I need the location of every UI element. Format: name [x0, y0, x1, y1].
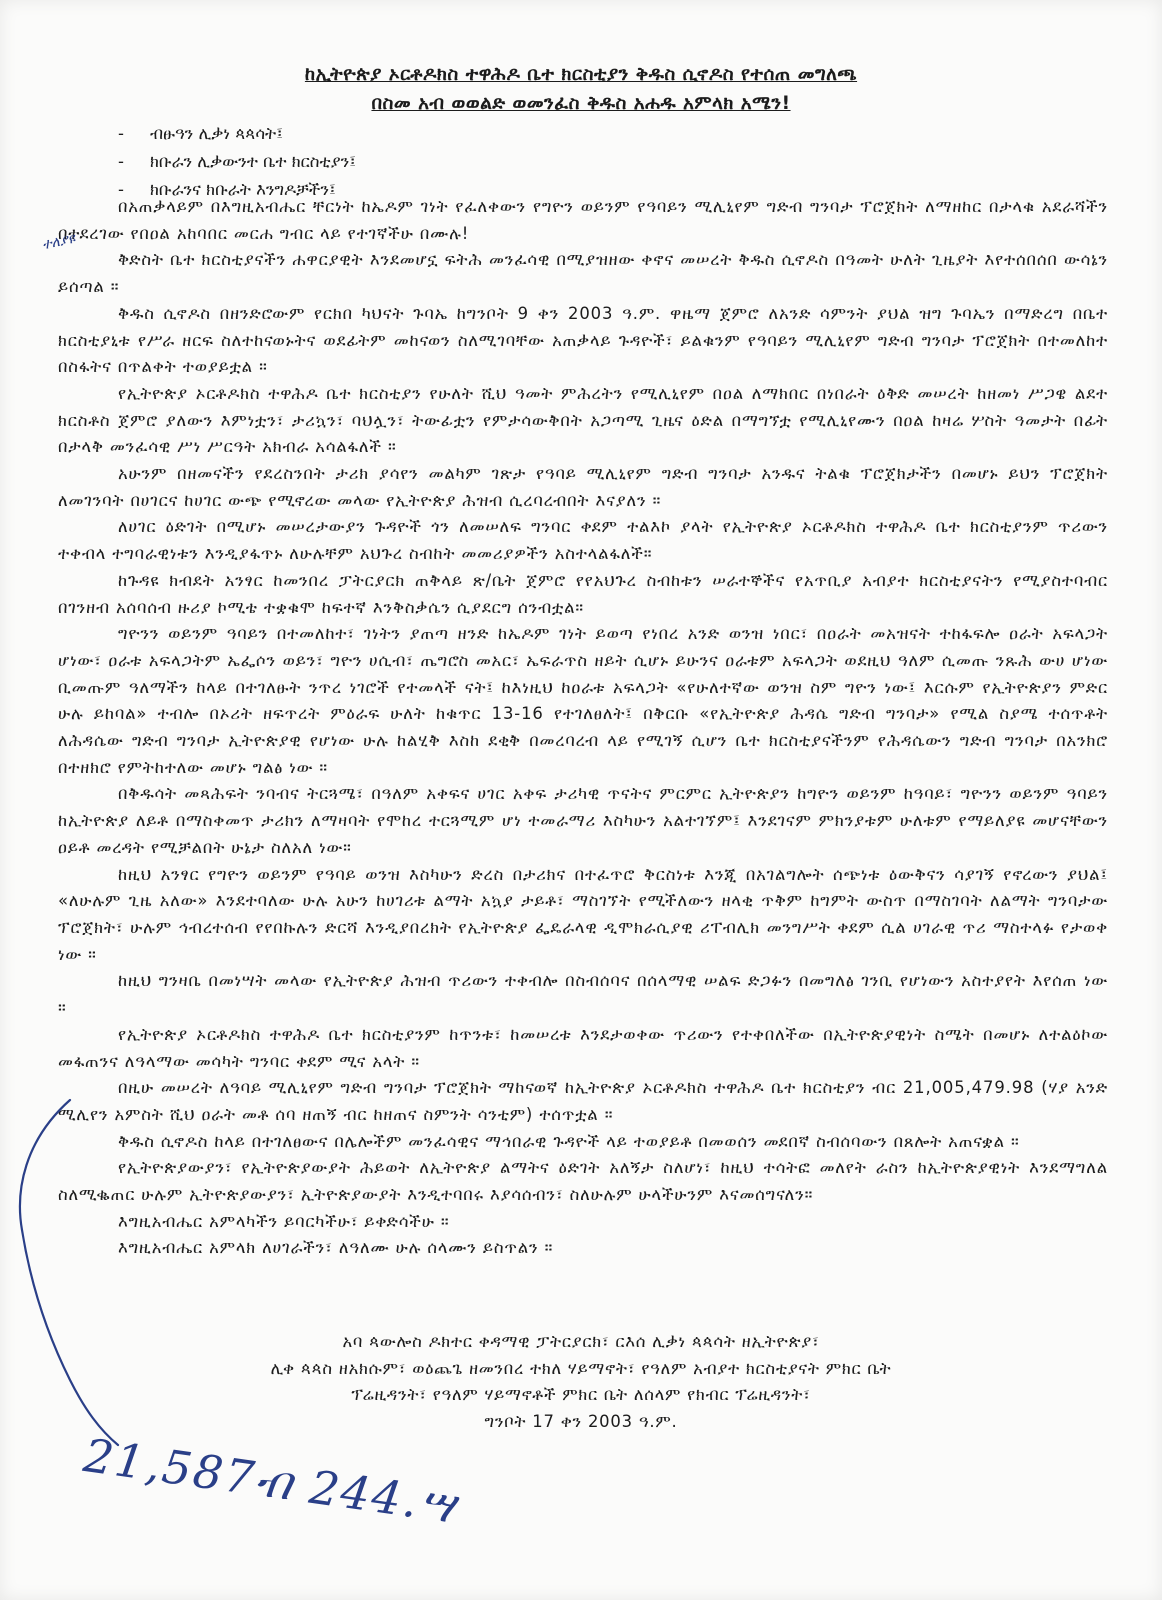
document-title: ከኢትዮጵያ ኦርቶዶክስ ተዋሕዶ ቤተ ክርስቲያን ቅዱስ ሲኖዶስ የተሰጠ መግለጫ — [304, 64, 858, 85]
paragraph: ከዚህ አንፃር የግዮን ወይንም የዓባይ ወንዝ እስካሁን ድረስ በታሪክና በተፈጥሮ ቅርስነቱ እንጂ በአገልግሎት ሰጭነቱ ዕውቅናን ሳያገኝ የኖረውን ያህል፤ «ለሁሉም ጊዜ አለው» እንደተባለው ሁሉ አሁን ከሀገሪቱ ልማት አኳያ ታይቶ፣ ማስገኘት የሚችለውን ዘላቂ ጥቅም ከግምት ውስጥ በማስገባት ለልማት ግንባታው ፕሮጀክት፣ ሁሉም ኅብረተሰብ የየበኩሉን ድርሻ እንዲያበረክት የኢትዮጵያ ፌዴራላዊ ዲሞክራሲያዊ ሪፐብሊክ መንግሥት ቀደም ሲል ሀገራዊ ጥሪ ማስተላፉ የታወቀ ነው ። — [58, 864, 1108, 964]
paragraph: ቅዱስ ሲኖዶስ ከላይ በተገለፀውና በሌሎችም መንፈሳዊና ማኅበራዊ ጉዳዮች ላይ ተወያይቶ በመወሰን መደበኛ ስብሰባውን በጸሎት አጠናቋል ። — [118, 1131, 1020, 1151]
handwritten-total: 21,587ብ 244.ሣ — [80, 1428, 461, 1534]
document-invocation: በስመ አብ ወወልድ ወመንፈስ ቅዱስ አሐዱ አምላክ አሜን! — [371, 93, 791, 114]
greetings-list — [118, 120, 356, 204]
paragraph: ቅድስት ቤተ ክርስቲያናችን ሐዋርያዊት እንደመሆኗ ፍትሕ መንፈሳዊ በሚያዝዘው ቀኖና መሠረት ቅዱስ ሲኖዶስ በዓመት ሁለት ጊዜያት እየተሰበሰበ ውሳኔን ይሰጣል ። — [58, 250, 1108, 297]
blessing-line: እግዚአብሔር አምላካችን ይባርካችሁ፣ ይቀድሳችሁ ። — [118, 1211, 450, 1231]
handwritten-margin-note: ተለያዩ — [40, 230, 77, 254]
greeting-item: - ክቡራን ሊቃውንተ ቤተ ክርስቲያን፤ — [118, 152, 356, 171]
paragraph: የኢትዮጵያውያን፣ የኢትዮጵያውያት ሕይወት ለኢትዮጵያ ልማትና ዕድገት አለኝታ ስለሆነ፣ ከዚህ ተሳትፎ መለየት ራስን ከኢትዮጵያዊነት እንደማግለል ስለሚቈጠር ሁሉም ኢትዮጵያውያን፣ ኢትዮጵያውያት እንዲተባበሩ እያሳሰብን፣ ስለሁሉም ሁላችሁንም እናመሰግናለን። — [58, 1158, 1108, 1205]
letter-body — [58, 194, 1108, 1262]
paragraph: ለሀገር ዕድገት በሚሆኑ መሠረታውያን ጉዳዮች ጎን ለመሠለፍ ግንባር ቀደም ተልእኮ ያላት የኢትዮጵያ ኦርቶዶክስ ተዋሕዶ ቤተ ክርስቲያንም ጥሪውን ተቀብላ ተግባራዊነቱን እንዲያፋጥኑ ለሁሉቸም አህጉረ ስብከት መመሪያዎችን አስተላልፋለች። — [58, 517, 1108, 564]
paragraph: በቅዱሳት መጻሕፍት ንባብና ትርጓሜ፣ በዓለም አቀፍና ሀገር አቀፍ ታሪካዊ ጥናትና ምርምር ኢትዮጵያን ከግዮን ወይንም ከዓባይ፣ ግዮንን ወይንም ዓባይን ከኢትዮጵያ ለይቶ በማስቀመጥ ታሪክን ለማዛባት የሞከረ ተርጓሚም ሆነ ተመራማሪ እስካሁን አልተገኘም፤ እንደገናም ምክንያቱም ሁለቱም የማይለያዩ መሆናቸውን ዐይቶ መረዳት የሚቻልበት ሁኔታ ስለአለ ነው። — [58, 784, 1108, 857]
signature-date: ግንቦት 17 ቀን 2003 ዓ.ም. — [484, 1411, 678, 1431]
paragraph: የኢትዮጵያ ኦርቶዶክስ ተዋሕዶ ቤተ ክርስቲያን የሁለት ሺህ ዓመት ምሕረትን የሚሊኒየም በዐል ለማክበር በነበራት ዕቅድ መሠረት ከዘመነ ሥጋዌ ልደተ ክርስቶስ ጀምሮ ያለውን እምነቷን፣ ታሪኳን፣ ባህሏን፣ ትውፊቷን የምታሳውቅበት አጋጣሚ ጊዜና ዕድል በማግኘቷ የሚሊኒየሙን በዐል ከዛሬ ሦስት ዓመታት በፊት በታላቅ መንፈሳዊ ሥነ ሥርዓት አክብራ አሳልፋለች ። — [58, 383, 1108, 457]
paragraph: በዚሁ መሠረት ለዓባይ ሚሊኒየም ግድብ ግንባታ ፕሮጀክት ማከናወኛ ከኢትዮጵያ ኦርቶዶክስ ተዋሕዶ ቤተ ክርስቲያን ብር 21,005,479.98 (ሃያ አንድ ሚሊየን አምስት ሺህ ዐራት መቶ ሰባ ዘጠኝ ብር ከዘጠና ስምንት ሳንቲም) ተሰጥቷል ። — [58, 1078, 1108, 1124]
paragraph: ቅዱስ ሲኖዶስ በዘንድሮውም የርክበ ካህናት ጉባኤ ከግንቦት 9 ቀን 2003 ዓ.ም. ዋዜማ ጀምሮ ለአንድ ሳምንት ያህል ዝግ ጉባኤን በማድረግ በቤተ ክርስቲያኒቱ የሥራ ዘርፍ ስለተከናወኑትና ወደፊትም መከናወን ስለሚገባቸው አጠቃላይ ጉዳዮች፣ ይልቁንም የዓባይን ሚሊኒየም ግድብ ግንባታ ፕሮጀክት በተመለከተ በስፋትና በጥልቀት ተወያይቷል ። — [58, 303, 1108, 377]
greeting-item: - ክቡራንና ክቡራት እንግዶቻችን፤ — [118, 180, 336, 199]
signatory-line: ፕሬዚዳንት፣ የዓለም ሃይማኖቶች ምክር ቤት ለሰላም የክብር ፕሬዚዳንት፣ — [351, 1385, 811, 1404]
greeting-item: - ብፁዓን ሊቃነ ጳጳሳት፤ — [118, 124, 283, 143]
signatory-line: ሊቀ ጳጳስ ዘአክሱም፣ ወዕጨጌ ዘመንበረ ተክለ ሃይማኖት፣ የዓለም አብያተ ክርስቲያናት ምክር ቤት — [270, 1358, 892, 1378]
paragraph: ከጉዳዩ ክብደት አንፃር ከመንበረ ፓትርያርክ ጠቅላይ ጽ/ቤት ጀምሮ የየአህጉረ ስብከቱን ሠራተኞችና የአጥቢያ አብያተ ክርስቲያናትን የሚያስተባብር በገንዘብ አሰባሰብ ዙሪያ ኮሚቴ ተቋቁሞ ከፍተኛ እንቅስቃሴን ሲያደርግ ሰንብቷል። — [58, 570, 1108, 617]
signature-block — [0, 1329, 1162, 1435]
paragraph: በአጠቃላይም በእግዚአብሔር ቸርነት ከኤዶም ገነት የፈለቀውን የግዮን ወይንም የዓባይን ሚሊኒየም ግድብ ግንባታ ፕሮጀክት ለማዘከር በታላቁ አደራሻችን በተደረገው የበዐል አከባበር መርሐ ግብር ላይ የተገኛችሁ በሙሉ! — [58, 197, 1108, 243]
blessing-line: እግዚአብሔር አምላክ ለሀገራችን፣ ለዓለሙ ሁሉ ሰላሙን ይስጥልን ። — [118, 1238, 554, 1258]
paragraph: ከዚህ ግንዛቤ በመነሣት መላው የኢትዮጵያ ሕዝብ ጥሪውን ተቀብሎ በስብሰባና በሰላማዊ ሠልፍ ድጋፉን በመግለፅ ገንቢ የሆነውን አስተያየት እየሰጠ ነው ። — [58, 971, 1108, 1018]
paragraph: ግዮንን ወይንም ዓባይን በተመለከተ፣ ገነትን ያጠጣ ዘንድ ከኤዶም ገነት ይወጣ የነበረ አንድ ወንዝ ነበር፣ በዐራት መአዝናት ተከፋፍሎ ዐራት አፍላጋት ሆነው፣ ዐራቱ አፍላጋትም ኤፌሶን ወይን፣ ግዮን ሀሲብ፣ ጤግሮስ መአር፣ ኤፍራጥስ ዘይት ሲሆኑ ይሁንና ዐራቱም አፍላጋት ወደዚህ ዓለም ሲመጡ ንጹሕ ውሀ ሆነው ቢመጡም ዓለማችን ከላይ በተገለፁት ንጥረ ነገሮች የተመላች ናት፤ ከእነዚህ ከዐራቱ አፍላጋት «የሁለተኛው ወንዝ ስም ግዮን ነው፤ እርሱም የኢትዮጵያን ምድር ሁሉ ይከባል» ተብሎ በኦሪት ዘፍጥረት ምዕራፍ ሁለት ከቁጥር 13-16 የተገለፀለት፤ በቅርቡ «የኢትዮጵያ ሕዳሴ ግድብ ግንባታ» የሚል ስያሜ ተሰጥቶት ለሕዳሴው ግድብ ግንባታ ኢትዮጵያዊ የሆነው ሁሉ ከልሂቅ እስከ ደቂቅ በመረባረብ ላይ የሚገኝ ሲሆን ቤተ ክርስቲያናችንም የሕዳሴውን ግድብ ግንባታ በአንክሮ በተዘክሮ የምትከተለው መሆኑ ግልፅ ነው ። — [58, 624, 1108, 777]
paragraph: አሁንም በዘመናችን የደረስንበት ታሪክ ያሳየን መልካም ገጽታ የዓባይ ሚሊኒየም ግድብ ግንባታ አንዱና ትልቁ ፕሮጀክታችን በመሆኑ ይህን ፕሮጀክት ለመገንባት በሀገርና ከሀገር ውጭ የሚኖረው መላው የኢትዮጵያ ሕዝብ ሲረባረብበት እናያለን ። — [58, 464, 1108, 510]
signatory-line: አባ ጳውሎስ ዶክተር ቀዳማዊ ፓትርያርክ፣ ርእሰ ሊቃነ ጳጳሳት ዘኢትዮጵያ፣ — [342, 1332, 820, 1351]
paragraph: የኢትዮጵያ ኦርቶዶክስ ተዋሕዶ ቤተ ክርስቲያንም ከጥንቱ፣ ከመሠረቱ እንደታወቀው ጥሪውን የተቀበለችው በኢትዮጵያዊነት ስሜት በመሆኑ ለተልዕኮው መፋጠንና ለዓላማው መሳካት ግንባር ቀደም ሚና አላት ። — [58, 1024, 1108, 1071]
